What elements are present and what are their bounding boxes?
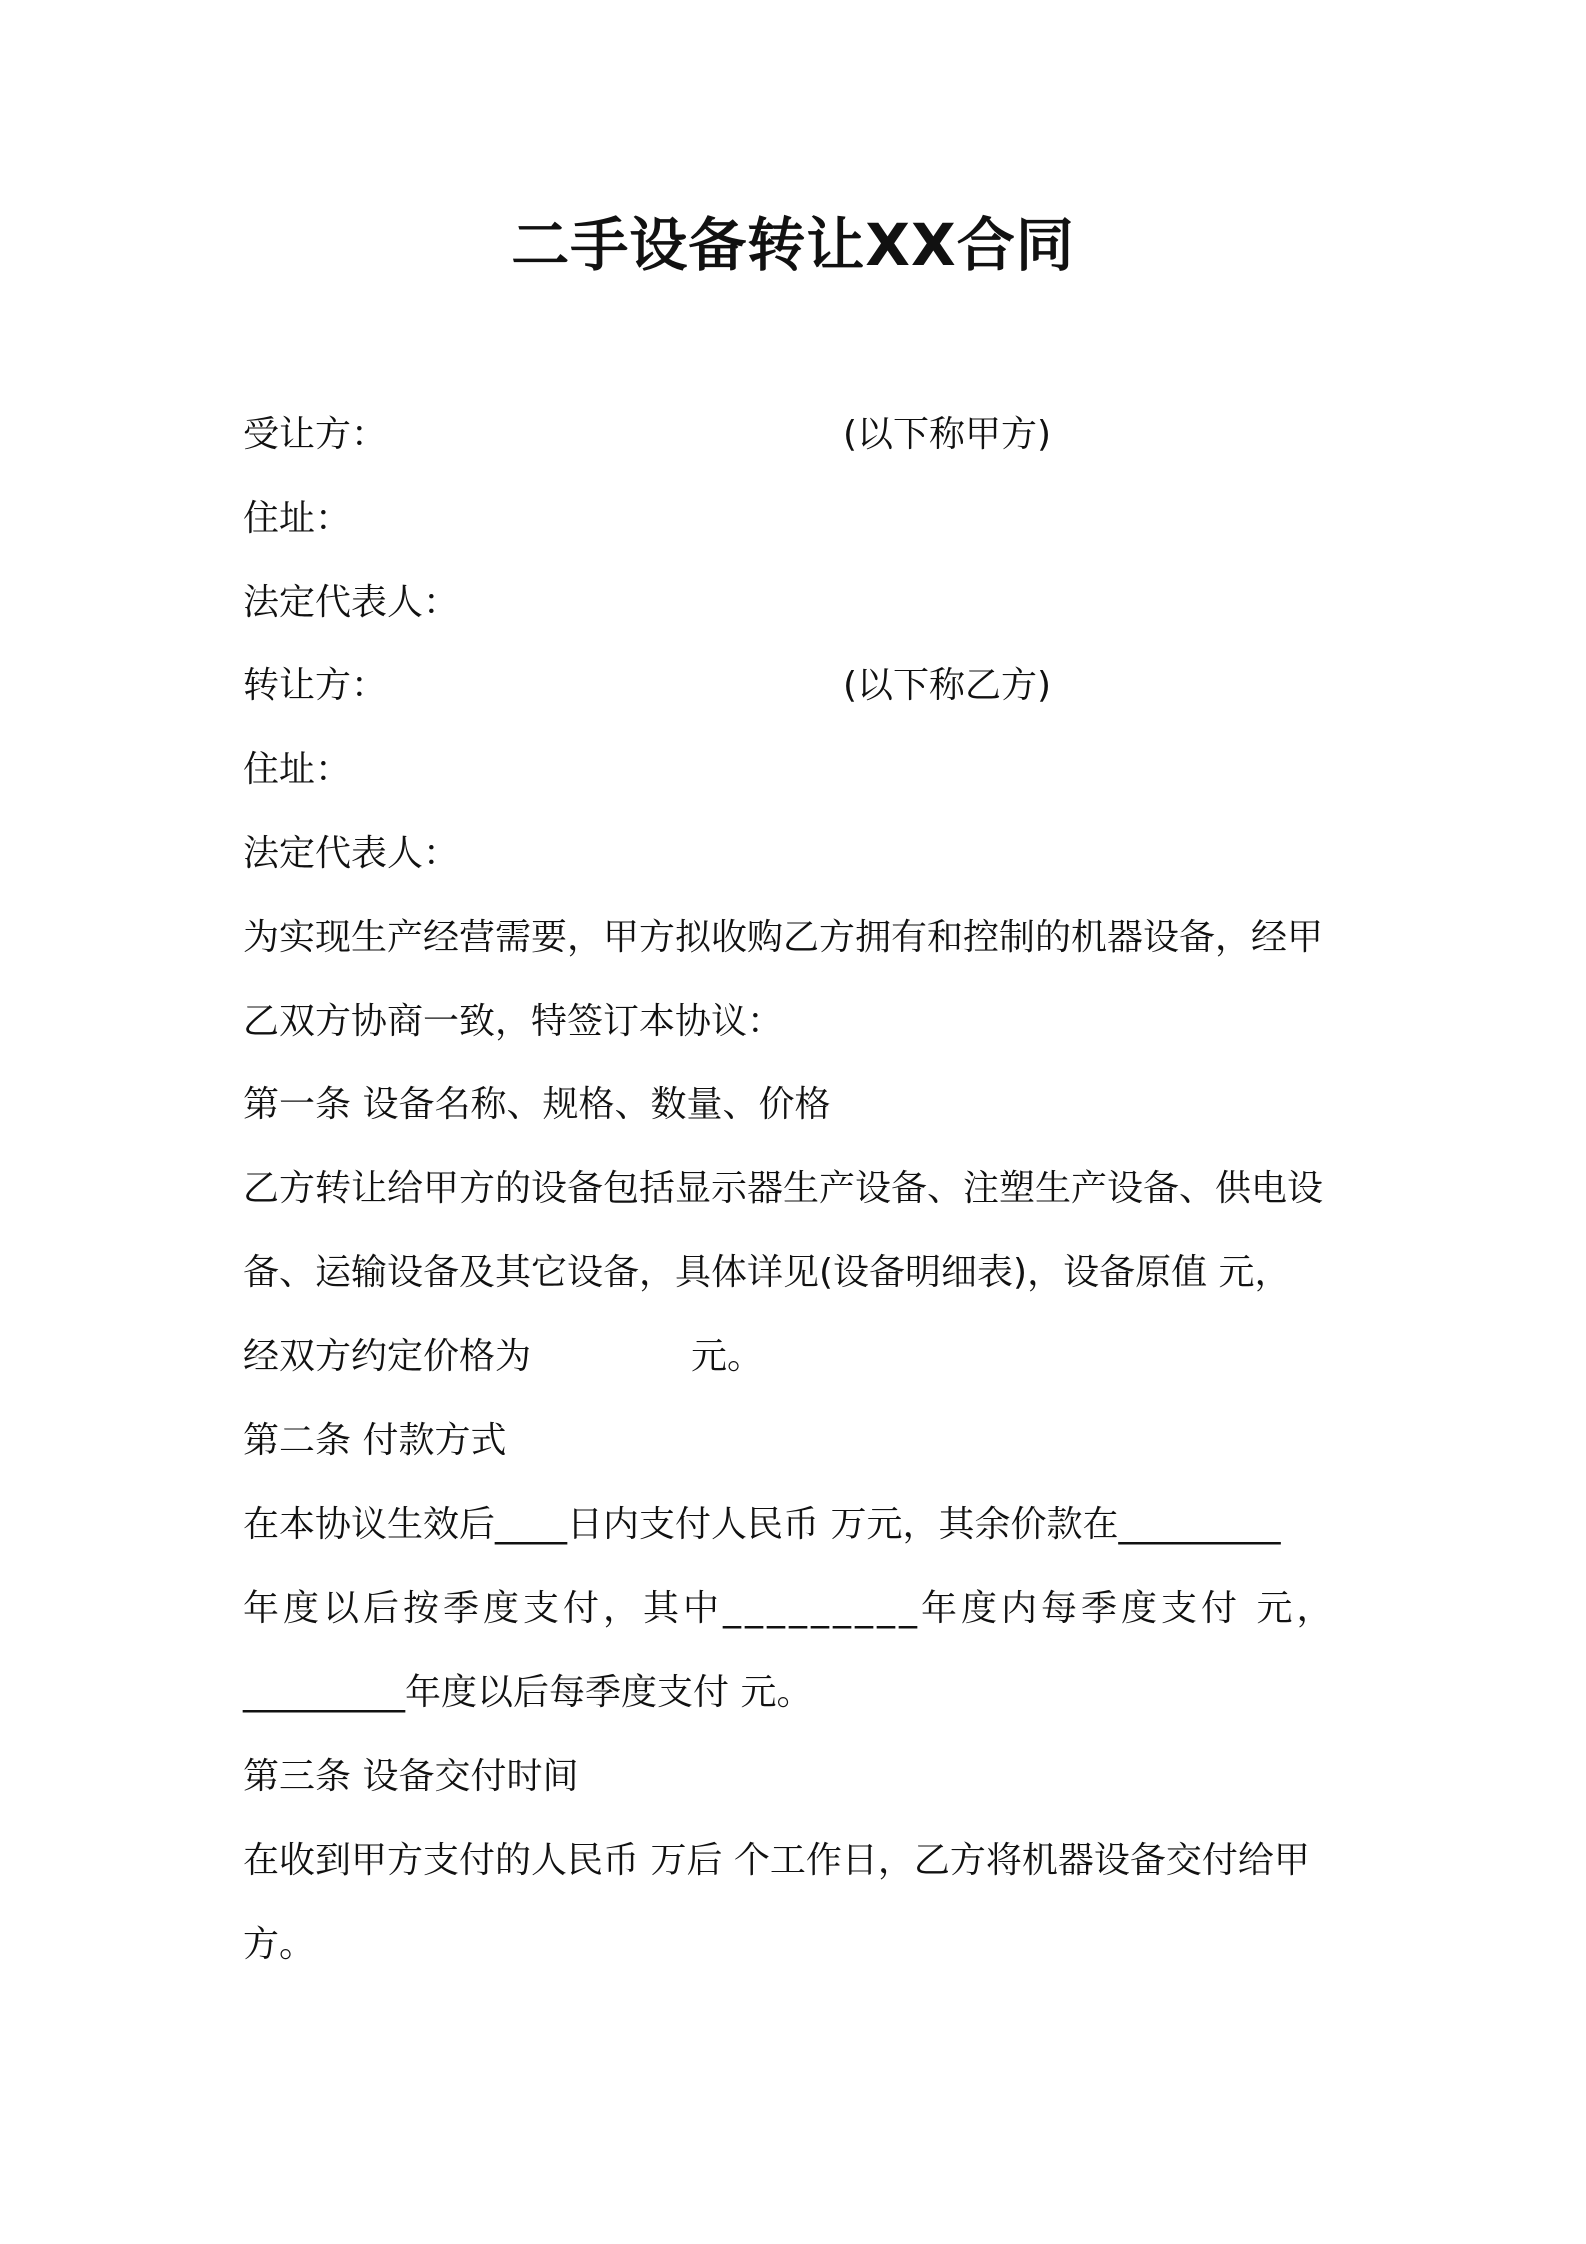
article-3-heading: 第三条 设备交付时间	[243, 1756, 579, 1797]
article-2-line-3: _________年度以后每季度支付 元。	[243, 1672, 813, 1713]
article-1-heading: 第一条 设备名称、规格、数量、价格	[243, 1084, 831, 1125]
article-1-price-label: 经双方约定价格为	[243, 1336, 532, 1377]
article-1-line-2: 备、运输设备及其它设备，具体详见(设备明细表)，设备原值 元，	[243, 1252, 1291, 1293]
assignor-note: (以下称乙方)	[843, 665, 1052, 706]
intro-line-1: 为实现生产经营需要，甲方拟收购乙方拥有和控制的机器设备，经甲	[243, 917, 1324, 958]
article-2-heading: 第二条 付款方式	[243, 1420, 507, 1461]
article-2-line-2: 年度以后按季度支付，其中_________年度内每季度支付 元，	[243, 1588, 1337, 1629]
document-title: 二手设备转让XX合同	[511, 211, 1075, 279]
article-3-line-1: 在收到甲方支付的人民币 万后 个工作日，乙方将机器设备交付给甲	[243, 1840, 1310, 1881]
assignee-address-label: 住址：	[243, 498, 352, 539]
assignor-address-label: 住址：	[243, 749, 352, 790]
article-2-line-1: 在本协议生效后____日内支付人民币 万元，其余价款在_________	[243, 1504, 1281, 1545]
article-1-price-unit: 元。	[691, 1336, 764, 1377]
assignor-row	[243, 661, 1363, 711]
assignee-row	[243, 410, 1363, 460]
article-1-line-3	[243, 1332, 1363, 1382]
assignee-note: (以下称甲方)	[843, 414, 1052, 455]
article-1-line-1: 乙方转让给甲方的设备包括显示器生产设备、注塑生产设备、供电设	[243, 1168, 1324, 1209]
assignee-representative-label: 法定代表人：	[243, 582, 460, 623]
assignor-representative-label: 法定代表人：	[243, 833, 460, 874]
article-3-line-2: 方。	[243, 1924, 316, 1965]
assignor-label: 转让方：	[243, 665, 388, 706]
intro-line-2: 乙双方协商一致，特签订本协议：	[243, 1001, 784, 1042]
assignee-label: 受让方：	[243, 414, 388, 455]
